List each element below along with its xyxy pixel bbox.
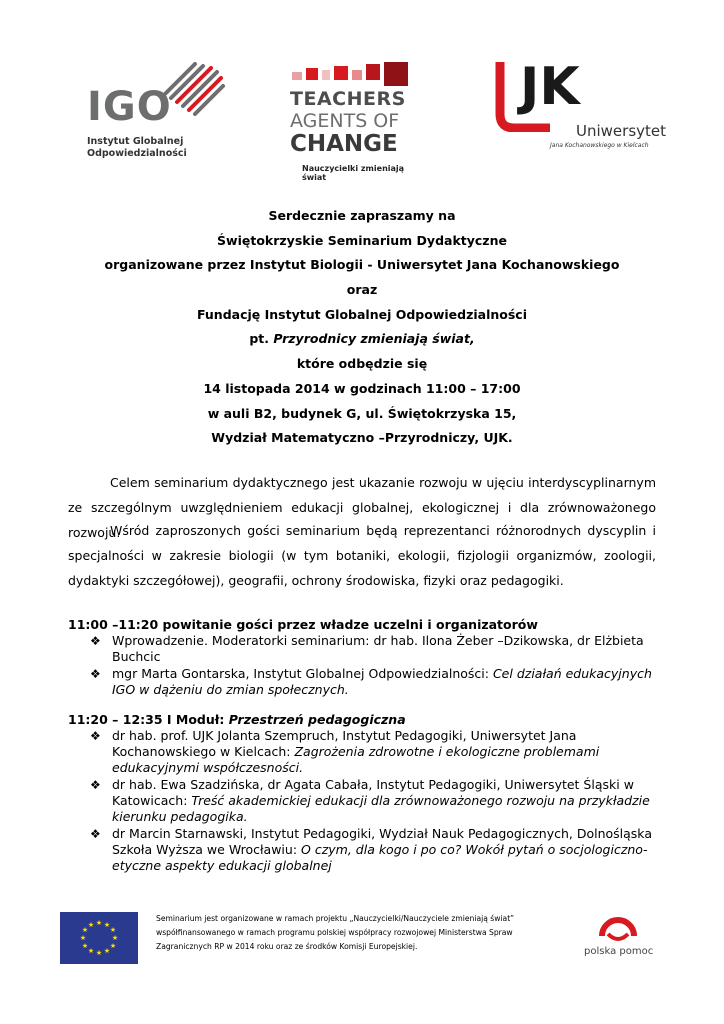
list-item: [68, 728, 668, 776]
header-line-7: które odbędzie się: [296, 356, 428, 372]
svg-text:★: ★: [103, 921, 111, 929]
seminar-title: Przyrodnicy zmieniają świat,: [273, 331, 475, 347]
polska-pomoc-mark-icon: [580, 906, 660, 946]
list-item: [68, 666, 668, 698]
section-1-heading: 11:00 –11:20 powitanie gości przez władze uczelni i organizatorów: [68, 617, 538, 632]
header-line-3: organizowane przez Instytut Biologii - Uniwersytet Jana Kochanowskiego: [104, 257, 620, 273]
svg-text:JK: JK: [520, 57, 580, 117]
header-line-1: Serdecznie zapraszamy na: [268, 208, 456, 223]
list-item: [68, 826, 668, 874]
svg-text:★: ★: [81, 942, 89, 950]
footer-line-1: Seminarium jest organizowane w ramach projektu „Nauczycielki/Nauczyciele zmieniają świat”: [156, 914, 515, 923]
diamond-bullet-icon: ❖: [90, 634, 101, 648]
item-title: Zagrożenia zdrowotne i ekologiczne problemami edukacyjnymi współczesności.: [112, 744, 600, 775]
eu-stars-icon: [60, 912, 138, 964]
paragraph-2: [68, 518, 656, 593]
item-text: mgr Marta Gontarska, Instytut Globalnej Odpowiedzialności:: [112, 666, 493, 681]
item-text: dr hab. prof. UJK Jolanta Szempruch, Instytut Pedagogiki, Uniwersytet Jana Kochanowskiego w Kielcach:: [112, 728, 577, 759]
tac-line-2: AGENTS OF: [290, 110, 400, 132]
paragraph-2-text: Wśród zaproszonych gości seminarium będą reprezentanci różnorodnych dyscyplin i specjalności w zakresie biologii (w tym botaniki, ekologii, fizjologii organizmów, zoologii, dydaktyki szczegółowej), geografii, ochrony środowiska, fizyki oraz pedagogiki.: [68, 523, 656, 588]
invitation-header: [40, 204, 684, 451]
svg-text:★: ★: [79, 934, 87, 942]
red-squares-icon: [290, 58, 412, 88]
diamond-bullet-icon: ❖: [90, 827, 101, 841]
item-text: dr Marcin Starnawski, Instytut Pedagogiki, Wydział Nauk Pedagogicznych, Dolnośląska Szkoła Wyższa we Wrocławiu:: [112, 826, 652, 857]
logo-bar: [0, 48, 724, 182]
diamond-bullet-icon: ❖: [90, 778, 101, 792]
svg-text:★: ★: [109, 926, 117, 934]
item-title: Treść akademickiej edukacji dla zrównoważonego rozwoju na przykładzie kierunku pedagogika.: [112, 793, 650, 824]
footer: [0, 906, 724, 976]
polska-pomoc-logo: [580, 906, 660, 966]
header-line-4: oraz: [346, 282, 378, 298]
item-text: Wprowadzenie. Moderatorki seminarium: dr hab. Ilona Żeber –Dzikowska, dr Elżbieta Buchcic: [112, 633, 644, 664]
tac-tagline: Nauczycielki zmieniają świat: [302, 164, 405, 182]
svg-text:★: ★: [95, 919, 103, 927]
header-line-6: [40, 327, 684, 352]
igo-wordmark: IGO: [87, 84, 172, 130]
section-2-heading: [68, 712, 668, 728]
agenda-section-1: [68, 617, 668, 698]
list-item: [68, 633, 668, 665]
footer-line-2: współfinansowanego w ramach programu polskiej współpracy rozwojowej Ministerstwa Spraw: [156, 928, 513, 937]
svg-text:★: ★: [103, 947, 111, 955]
svg-text:★: ★: [111, 934, 119, 942]
igo-logo: [87, 56, 237, 166]
header-line-10: Wydział Matematyczno –Przyrodniczy, UJK.: [211, 430, 513, 446]
polska-pomoc-label: polska pomoc: [584, 946, 654, 957]
agenda-section-2: [68, 712, 668, 874]
svg-text:★: ★: [87, 947, 95, 955]
diamond-bullet-icon: ❖: [90, 667, 101, 681]
igo-line-1: Instytut Globalnej: [87, 136, 184, 147]
tac-line-1: TEACHERS: [290, 88, 406, 110]
footer-line-3: Zagranicznych RP w 2014 roku oraz ze środków Komisji Europejskiej.: [156, 942, 418, 951]
section-2-heading-title: Przestrzeń pedagogiczna: [228, 712, 406, 727]
ujk-mark-icon: [490, 52, 620, 132]
svg-text:★: ★: [109, 942, 117, 950]
igo-line-2: Odpowiedzialności: [87, 148, 187, 159]
header-line-9: w auli B2, budynek G, ul. Świętokrzyska 15,: [207, 405, 517, 421]
diamond-bullet-icon: ❖: [90, 729, 101, 743]
header-line-6-prefix: pt.: [249, 331, 274, 347]
ujk-line-1: Uniwersytet: [576, 122, 666, 140]
header-line-8: 14 listopada 2014 w godzinach 11:00 – 17:00: [203, 380, 521, 396]
header-line-2: Świętokrzyskie Seminarium Dydaktyczne: [217, 232, 507, 248]
igo-subtitle: [87, 136, 187, 160]
paragraph-1-text: Celem seminarium dydaktycznego jest ukazanie rozwoju w ujęciu interdyscyplinarnym ze szczególnym uwzględnieniem edukacji globalnej, ekologicznej i dla zrównoważonego rozwoju.: [68, 475, 656, 540]
section-2-heading-time: 11:20 – 12:35 I Moduł:: [68, 712, 229, 727]
ujk-line-2: Jana Kochanowskiego w Kielcach: [550, 142, 649, 149]
item-title: O czym, dla kogo i po co? Wokół pytań o socjologiczno-etyczne aspekty edukacji globalnej: [112, 842, 648, 873]
svg-text:★: ★: [95, 949, 103, 957]
svg-text:★: ★: [87, 921, 95, 929]
list-item: [68, 777, 668, 825]
header-line-5: Fundację Instytut Globalnej Odpowiedzialności: [196, 306, 528, 322]
item-title: Cel działań edukacyjnych IGO w dążeniu do zmian społecznych.: [112, 666, 652, 697]
footer-note: [156, 912, 576, 954]
eu-flag-icon: [60, 912, 138, 964]
tac-line-3: CHANGE: [290, 131, 398, 157]
teachers-agents-of-change-logo: [290, 58, 420, 182]
item-text: dr hab. Ewa Szadzińska, dr Agata Cabała, Instytut Pedagogiki, Uniwersytet Śląski w Katowicach:: [112, 777, 634, 808]
svg-text:★: ★: [81, 926, 89, 934]
ujk-logo: [490, 52, 666, 172]
